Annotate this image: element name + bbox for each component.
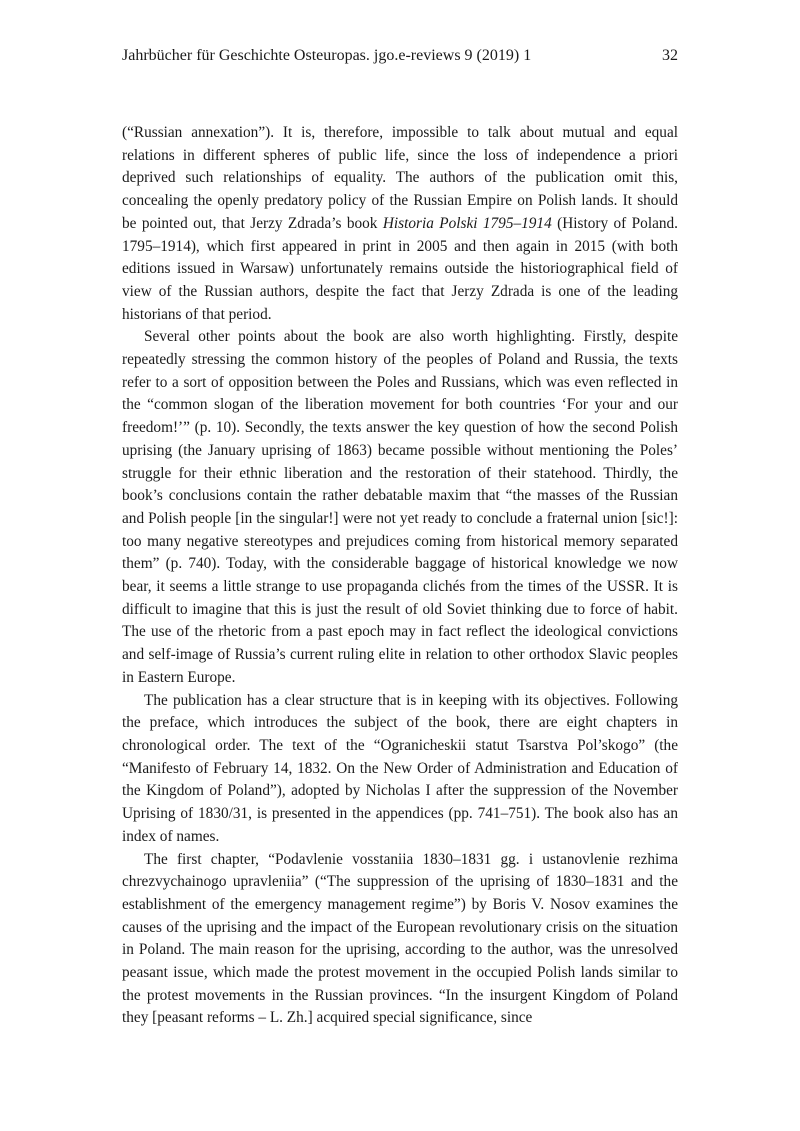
paragraph-text: Several other points about the book are also worth highlighting. Firstly, despite repeatedly stressing the common history of the peoples of Poland and Russia, the texts refer to a sort of opposition between the Poles and Russians, which was even reflected in the “common slogan of the liberation movement for both countries ‘For your and our freedom!’” (p. 10). Secondly, the texts answer the key question of how the second Polish uprising (the January uprising of 1863) became possible without mentioning the Poles’ struggle for their ethnic liberation and the restoration of their statehood. Thirdly, the book’s conclusions contain the rather debatable maxim that “the masses of the Russian and Polish people [in the singular!] were not yet ready to conclude a fraternal union [sic!]: too many negative stereotypes and prejudices coming from historical memory separated them” (p. 740). Today, with the considerable baggage of historical knowledge we now bear, it seems a little strange to use propaganda clichés from the times of the USSR. It is difficult to imagine that this is just the result of old Soviet thinking due to force of habit. The use of the rhetoric from a past epoch may in fact reflect the ideological convictions and self-image of Russia’s current ruling elite in relation to other orthodox Slavic peoples in Eastern Europe. xyxy=(122,328,678,686)
paragraph-text: The first chapter, “Podavlenie vosstaniia 1830–1831 gg. i ustanovlenie rezhima chrezvychainogo upravleniia” (“The suppression of the uprising of 1830–1831 and the establishment of the emergency management regime”) by Boris V. Nosov examines the causes of the uprising and the impact of the European revolutionary crisis on the situation in Poland. The main reason for the uprising, according to the author, was the unresolved peasant issue, which made the protest movement in the occupied Polish lands similar to the protest movements in the Russian provinces. “In the insurgent Kingdom of Poland they [peasant reforms – L. Zh.] acquired special significance, since xyxy=(122,850,678,1027)
paragraph-text: The publication has a clear structure that is in keeping with its objectives. Following the preface, which introduces the subject of the book, there are eight chapters in chronological order. The text of the “Ogranicheskii statut Tsarstva Pol’skogo” (the “Manifesto of February 14, 1832. On the New Order of Administration and Education of the Kingdom of Poland”), adopted by Nicholas I after the suppression of the November Uprising of 1830/31, is presented in the appendices (pp. 741–751). The book also has an index of names. xyxy=(122,691,678,845)
running-header xyxy=(122,46,678,66)
body-paragraph xyxy=(122,690,678,849)
paragraph-text: (History of Poland. 1795–1914), which first appeared in print in 2005 and then again in 2015 (with both editions issued in Warsaw) unfortunately remains outside the historiographical field of view of the Russian authors, despite the fact that Jerzy Zdrada is one of the leading historians of that period. xyxy=(122,214,678,323)
book-title-italic: Historia Polski 1795–1914 xyxy=(382,214,552,232)
body-text xyxy=(122,122,678,1030)
paragraph-text: (“Russian annexation”). It is, therefore, impossible to talk about mutual and equal relations in different spheres of public life, since the loss of independence a priori deprived such relationships of equality. The authors of the publication omit this, concealing the openly predatory policy of the Russian Empire on Polish lands. It should be pointed out, that Jerzy Zdrada’s book xyxy=(122,124,678,232)
journal-citation: Jahrbücher für Geschichte Osteuropas. jgo.e-reviews 9 (2019) 1 xyxy=(122,47,532,64)
body-paragraph xyxy=(122,122,678,326)
body-paragraph xyxy=(122,849,678,1031)
body-paragraph xyxy=(122,326,678,689)
page-number: 32 xyxy=(662,47,678,64)
